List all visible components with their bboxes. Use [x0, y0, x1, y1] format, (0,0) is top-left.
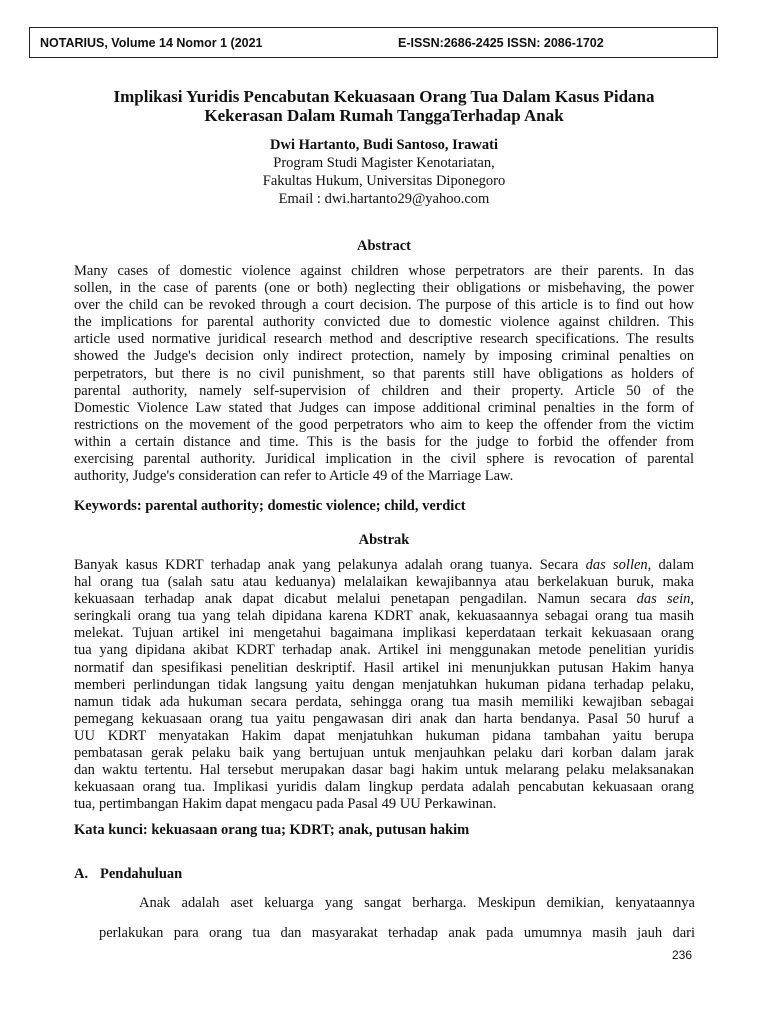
abstrak-body	[74, 557, 694, 813]
body-line: perlakukan para orang tua dan masyarakat terhadap anak pada umumnya masih jauh dari	[99, 925, 695, 941]
paragraph-line: Banyak kasus KDRT terhadap anak yang pelakunya adalah orang tuanya. Secara das sollen, dalam	[74, 557, 694, 573]
body-line: Anak adalah aset keluarga yang sangat berharga. Meskipun demikian, kenyataannya	[139, 895, 695, 911]
section-body	[99, 888, 695, 948]
paragraph-line: kekuasaan terhadap anak dapat dicabut melalui penetapan pengadilan. Namun secara das sein,	[74, 591, 694, 608]
section-letter: A.	[74, 866, 89, 882]
paragraph-line: authority, Judge's consideration can refer to Article 49 of the Marriage Law.	[74, 468, 514, 485]
abstrak-heading: Abstrak	[358, 532, 410, 548]
paragraph-line: article used normative juridical research method and descriptive research specifications. The results	[74, 331, 694, 348]
paragraph-line: memberi perlindungan tidak langsung yaitu dengan menjatuhkan hukuman pidana terhadap pelaku,	[74, 676, 694, 693]
paragraph-line: restrictions on the movement of the good perpetrators who aim to keep the offender from the victim	[74, 416, 694, 433]
paragraph-line: namun tidak ada hukuman secara perdata, sehingga orang tua masih memiliki kewajiban sebagai	[74, 693, 694, 710]
paragraph-line: dan waktu tertentu. Hal tersebut merupakan dasar bagi hakim untuk melarang pelaku melaksanakan	[74, 762, 694, 779]
paragraph-line: within a certain distance and time. This is the basis for the judge to forbid the offender from	[74, 433, 694, 450]
paragraph-line: normatif dan spesifikasi penelitian deskriptif. Hasil artikel ini menunjukkan putusan Hakim hanya	[74, 659, 694, 676]
paper-title	[0, 87, 768, 125]
author-email: Email : dwi.hartanto29@yahoo.com	[278, 191, 490, 207]
journal-issn: E-ISSN:2686-2425 ISSN: 2086-1702	[398, 36, 604, 50]
paragraph-line: kekuasaan orang tua. Implikasi yuridis dalam lingkup perdata adalah pencabutan kekuasaan orang	[74, 779, 694, 796]
paragraph-line: pembatasan gerak pelaku baik yang bertujuan untuk menjauhkan pelaku dari korban dalam jarak	[74, 745, 694, 762]
abstrak-keywords: Kata kunci: kekuasaan orang tua; KDRT; anak, putusan hakim	[74, 822, 470, 838]
paragraph-line: hal orang tua (salah satu atau keduanya) melalaikan kewajibannya atau berkelakuan buruk, maka	[74, 574, 694, 591]
paragraph-line: exercising parental authority. Juridical implication in the civil sphere is revocation of parental	[74, 451, 694, 468]
paragraph-line: UU KDRT menyatakan Hakim dapat menjatuhkan hukuman pidana tambahan yaitu berupa	[74, 727, 694, 744]
paper-title-line-2: Kekerasan Dalam Rumah TanggaTerhadap Anak	[204, 106, 564, 125]
paragraph-line: pemegang kekuasaan orang tua yaitu pengawasan diri anak dan harta bendanya. Pasal 50 huruf a	[74, 710, 694, 727]
paragraph-line: perpetrators, but there is no civil punishment, so that parents still have obligations as holders of	[74, 365, 694, 382]
paragraph-line: parental authority, namely self-supervision of children and their property. Article 50 of the	[74, 382, 694, 399]
paragraph-line: tua, pertimbangan Hakim dapat mengacu pada Pasal 49 UU Perkawinan.	[74, 796, 497, 813]
italic-term: das sollen	[585, 557, 648, 573]
abstract-body	[74, 263, 694, 485]
paper-title-line-1: Implikasi Yuridis Pencabutan Kekuasaan Orang Tua Dalam Kasus Pidana	[113, 87, 655, 106]
paragraph-line: seringkali orang tua yang telah dipidana karena KDRT anak, kekuasaannya sebagai orang tua masih	[74, 608, 694, 625]
paragraph-line: Many cases of domestic violence against children whose perpetrators are their parents. In das	[74, 263, 694, 279]
page-number: 236	[672, 948, 693, 962]
journal-header	[29, 27, 718, 58]
italic-term: das sein	[636, 591, 691, 608]
paragraph-line: over the child can be revoked through a court decision. The purpose of this article is to find out how	[74, 297, 694, 314]
affiliation-line-2: Fakultas Hukum, Universitas Diponegoro	[262, 173, 506, 189]
paragraph-line: Domestic Violence Law stated that Judges can impose additional criminal penalties in the form of	[74, 399, 694, 416]
paragraph-line: sollen, in the case of parents (one or both) neglecting their obligations or misbehaving, the power	[74, 280, 694, 297]
paragraph-line: the implications for parental authority convicted due to domestic violence against children. This	[74, 314, 694, 331]
abstract-keywords: Keywords: parental authority; domestic violence; child, verdict	[74, 498, 466, 514]
section-title: Pendahuluan	[100, 866, 183, 882]
paragraph-line: melekat. Tujuan artikel ini mengetahui bagaimana implikasi keperdataan terkait kekuasaan orang	[74, 625, 694, 642]
section-heading-pendahuluan	[74, 866, 182, 883]
abstract-heading: Abstract	[357, 238, 411, 254]
journal-name: NOTARIUS, Volume 14 Nomor 1 (2021	[40, 36, 263, 50]
paragraph-line: showed the Judge's decision only indirect protection, namely by imposing criminal penalties on	[74, 348, 694, 365]
author-block	[0, 136, 768, 208]
affiliation-line-1: Program Studi Magister Kenotariatan,	[273, 155, 495, 171]
paragraph-line: tua yang dipidana akibat KDRT terhadap anak. Artikel ini menggunakan metode penelitian yuridis	[74, 642, 694, 659]
authors: Dwi Hartanto, Budi Santoso, Irawati	[270, 137, 498, 153]
